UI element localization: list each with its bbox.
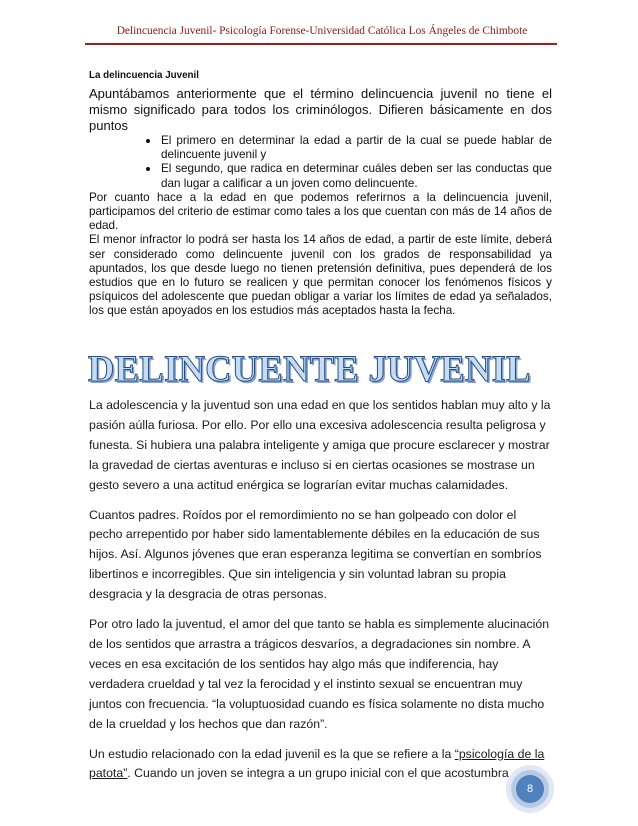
list-item: El segundo, que radica en determinar cuáles deben ser las conductas que dan lugar a calificar a un joven como delincuente. bbox=[161, 162, 552, 190]
paragraph-youth-love: Por otro lado la juventud, el amor del que tanto se habla es simplemente alucinación de los sentidos que arrastra a trágicos desvaríos, a degradaciones sin nombre. A veces en esa excitación de los sentidos hay algo más que indiferencia, hay verdadera crueldad y tal vez la ferocidad y el instinto sexual se encuentran muy juntos con frecuencia. “la voluptuosidad cuando es física solamente no dista mucho de la crueldad y los hechos que dan razón”. bbox=[89, 617, 550, 731]
page-title: DELINCUENTE JUVENIL bbox=[88, 348, 531, 389]
page-number-badge bbox=[506, 765, 554, 813]
running-header: Delincuencia Juvenil- Psicología Forense-Universidad Católica Los Ángeles de Chimbote bbox=[116, 25, 528, 37]
list-item: El primero en determinar la edad a partir de la cual se puede hablar de delincuente juvenil y bbox=[161, 134, 552, 162]
intro-paragraph: Apuntábamos anteriormente que el término delincuencia juvenil no tiene el mismo significado para todos los criminólogos. Difieren básicamente en dos puntos bbox=[89, 86, 552, 133]
paragraph-adolescence: La adolescencia y la juventud son una edad en que los sentidos hablan muy alto y la pasión aúlla furiosa. Por ello. Por ello una excesiva adolescencia resulta peligrosa y funesta. Si hubiera una palabra inteligente y amiga que procure esclarecer y mostrar la gravedad de ciertas aventuras e incluso si en ciertas ocasiones se mostrase un gesto severo a una actitud enérgica se lograrían evitar muchas calamidades. bbox=[89, 398, 551, 492]
paragraph-study bbox=[89, 745, 553, 785]
psicologia-patota-link[interactable]: “psicología de la patota” bbox=[89, 746, 545, 781]
page-number: 8 bbox=[516, 775, 544, 803]
age-paragraph: Por cuanto hace a la edad en que podemos referirnos a la delincuencia juvenil, participamos del criterio de estimar como tales a los que cuentan con más de 14 años de edad. bbox=[89, 190, 552, 233]
section-label: La delincuencia Juvenil bbox=[89, 70, 199, 81]
points-list bbox=[89, 134, 552, 191]
header-rule bbox=[85, 43, 557, 45]
study-text-start: Un estudio relacionado con la edad juvenil es la que se refiere a la bbox=[89, 746, 455, 761]
paragraph-parents: Cuantos padres. Roídos por el remordimiento no se han golpeado con dolor el pecho arrepentido por haber sido lamentablemente débiles en la educación de sus hijos. Así. Algunos jóvenes que eran esperanza legitima se convertían en sombríos libertinos e incorregibles. Que sin inteligencia y sin voluntad labran su propia desgracia y la desgracia de otras personas. bbox=[89, 507, 542, 602]
body-text bbox=[89, 396, 553, 794]
study-text-end: . Cuando un joven se integra a un grupo inicial con el que acostumbra bbox=[127, 766, 509, 781]
minor-offender-paragraph: El menor infractor lo podrá ser hasta los 14 años de edad, a partir de este límite, deberá ser considerado como delincuente juvenil con los grados de responsabilidad ya apuntados, los que desde luego no tienen pretensión definitiva, pues dependerá de los estudios que en lo futuro se realicen y que permitan conocer los fenómenos físicos y psíquicos del adolescente que puedan obligar a variar los límites de edad ya señalados, los que están apoyados en los estudios más aceptados hasta la fecha. bbox=[89, 233, 552, 318]
section-delincuencia bbox=[89, 70, 552, 319]
